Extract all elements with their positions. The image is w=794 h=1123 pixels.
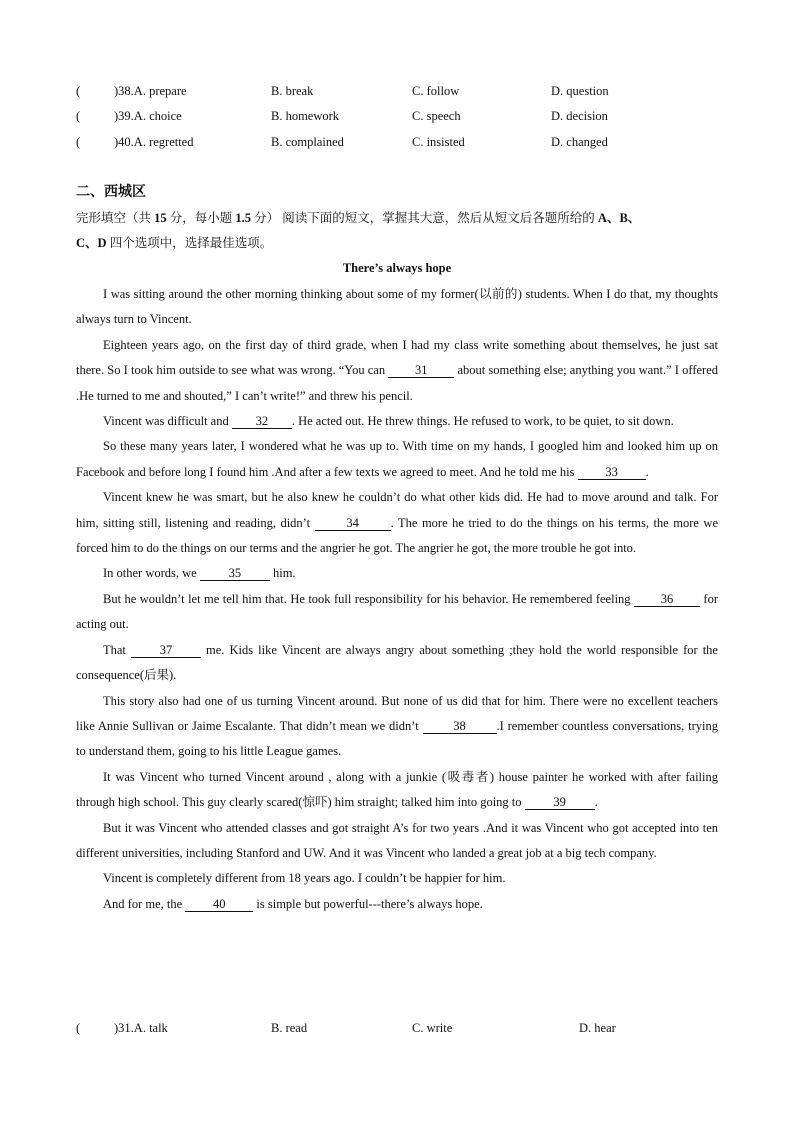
answer-paren[interactable]: ( xyxy=(76,84,81,98)
story-title: There’s always hope xyxy=(342,261,452,275)
text: In other words, we xyxy=(103,566,200,581)
text: for acting out. xyxy=(76,591,718,632)
blank-35[interactable]: 35 xyxy=(200,566,270,581)
paragraph xyxy=(76,587,718,638)
section-title: 二、西城区 xyxy=(76,184,146,200)
instr-text: 完形填空（共 xyxy=(76,211,155,225)
paragraph: But it was Vincent who attended classes and got straight A’s for two years .And it was Vincent who got accepted into ten different universities, including Stanford and UW. And it was Vincent who landed a great job at a big tech company. xyxy=(76,820,718,860)
instr-points: 15 xyxy=(154,211,167,225)
blank-33[interactable]: 33 xyxy=(578,465,646,480)
option-b[interactable]: B. complained xyxy=(271,135,344,149)
text: . xyxy=(645,464,649,479)
text: . The more he tried to do the things on his terms, the more we forced him to do the things on our terms and the angrier he got. The angrier he got, the more trouble he got into. xyxy=(76,515,718,556)
instr-text: 分，每小题 xyxy=(166,211,236,225)
blank-34[interactable]: 34 xyxy=(315,516,391,531)
text: him. xyxy=(269,566,296,581)
paragraph xyxy=(76,409,718,434)
blank-40[interactable]: 40 xyxy=(185,897,253,912)
paragraph xyxy=(76,638,718,689)
paragraph xyxy=(76,485,718,561)
option-d[interactable]: D. hear xyxy=(579,1021,616,1035)
option-b[interactable]: B. break xyxy=(271,84,314,98)
text: That xyxy=(103,642,131,657)
answer-paren[interactable]: ( xyxy=(76,109,81,123)
text: is simple but powerful---there’s always hope. xyxy=(253,896,483,911)
text: . He acted out. He threw things. He refused to work, to be quiet, to sit down. xyxy=(291,414,674,429)
paragraph xyxy=(76,561,718,586)
question-39-options xyxy=(76,106,726,126)
blank-37[interactable]: 37 xyxy=(131,643,201,658)
paragraph xyxy=(76,434,718,485)
blank-38[interactable]: 38 xyxy=(423,719,497,734)
option-b[interactable]: B. homework xyxy=(271,109,340,123)
option-c[interactable]: C. write xyxy=(412,1021,453,1035)
option-a[interactable]: )31.A. talk xyxy=(114,1021,168,1035)
section-instructions-cont xyxy=(76,233,718,253)
option-c[interactable]: C. speech xyxy=(412,109,461,123)
paragraph xyxy=(76,765,718,816)
option-c[interactable]: C. follow xyxy=(412,84,460,98)
paragraph: Vincent is completely different from 18 years ago. I couldn’t be happier for him. xyxy=(103,871,506,886)
paragraph xyxy=(76,892,718,917)
paragraph xyxy=(76,333,718,409)
paragraph xyxy=(76,689,718,765)
blank-31[interactable]: 31 xyxy=(388,363,454,378)
answer-paren[interactable]: ( xyxy=(76,1021,81,1035)
instr-points: 1.5 xyxy=(235,211,252,225)
text: Eighteen years ago, on the first day of third grade, when I had my class write something about themselves, he just sat there. So I took him outside to see what was wrong. “You can xyxy=(76,337,718,378)
text: about something else; anything you want.” I offered .He turned to me and shouted,” I can’t write!” and threw his pencil. xyxy=(76,363,719,403)
option-b[interactable]: B. read xyxy=(271,1021,308,1035)
text: .I remember countless conversations, trying to understand them, going to his little League games. xyxy=(76,718,718,759)
option-a[interactable]: )40.A. regretted xyxy=(114,135,194,149)
option-a[interactable]: )39.A. choice xyxy=(114,109,182,123)
instr-text: 四个选项中，选择最佳选项。 xyxy=(106,236,273,250)
text: This story also had one of us turning Vincent around. But none of us did that for him. There were no excellent teachers like Annie Sullivan or Jaime Escalante. That didn’t mean we didn’t xyxy=(76,693,718,733)
text: So these many years later, I wondered what he was up to. With time on my hands, I googled him and looked him up on Facebook and before long I found him .And after a few texts we agreed to meet. And he told me his xyxy=(76,439,718,479)
story-body xyxy=(76,282,718,917)
text: Vincent was difficult and xyxy=(103,414,232,429)
instr-text: 分） 阅读下面的短文，掌握其大意，然后从短文后各题所给的 xyxy=(251,211,598,225)
blank-32[interactable]: 32 xyxy=(232,414,292,429)
paragraph: I was sitting around the other morning thinking about some of my former(以前的) students. When I do that, my thoughts always turn to Vincent. xyxy=(76,287,718,327)
text: . xyxy=(594,795,598,810)
instr-letters: A、B、 xyxy=(597,211,641,225)
option-c[interactable]: C. insisted xyxy=(412,135,465,149)
blank-39[interactable]: 39 xyxy=(525,795,595,810)
section-instructions xyxy=(76,208,718,228)
option-a[interactable]: )38.A. prepare xyxy=(114,84,187,98)
option-d[interactable]: D. changed xyxy=(551,135,608,149)
text: It was Vincent who turned Vincent around , along with a junkie (吸毒者) house painter he worked with after failing through high school. This guy clearly scared(惊吓) him straight; talked him into going to xyxy=(76,769,718,810)
instr-letters: C、D xyxy=(76,236,107,250)
answer-paren[interactable]: ( xyxy=(76,135,81,149)
text: Vincent knew he was smart, but he also knew he couldn’t do what other kids did. He had to move around and talk. For him, sitting still, listening and reading, didn’t xyxy=(76,490,718,530)
option-d[interactable]: D. question xyxy=(551,84,609,98)
question-40-options xyxy=(76,132,726,152)
question-31-options xyxy=(76,1018,726,1038)
text: me. Kids like Vincent are always angry about something ;they hold the world responsible for the consequence(后果). xyxy=(76,642,718,683)
text: And for me, the xyxy=(103,896,186,911)
question-38-options xyxy=(76,81,726,101)
blank-36[interactable]: 36 xyxy=(634,592,700,607)
text: But he wouldn’t let me tell him that. He took full responsibility for his behavior. He remembered feeling xyxy=(103,591,634,606)
option-d[interactable]: D. decision xyxy=(551,109,608,123)
